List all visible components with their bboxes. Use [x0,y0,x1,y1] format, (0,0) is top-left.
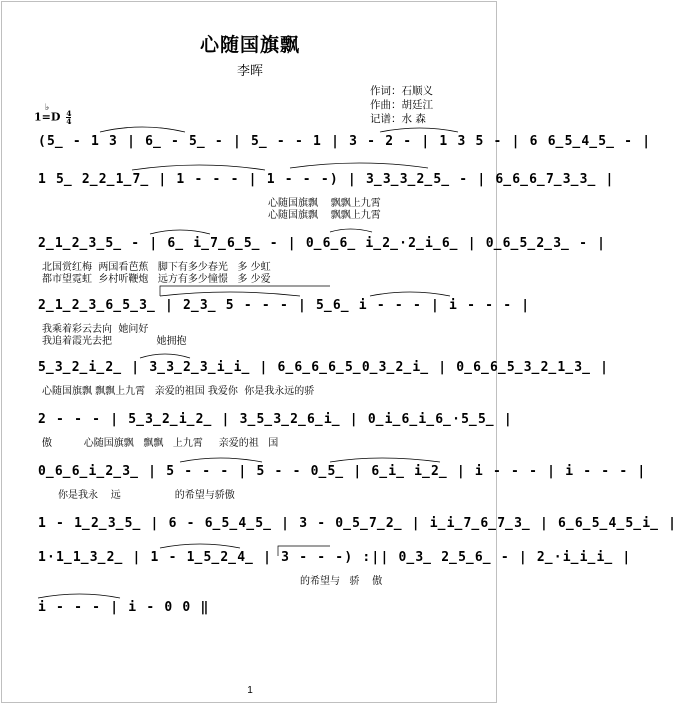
transcriber-credit: 记谱：水 森 [370,113,426,125]
key-label: 1=D [34,110,61,124]
lyric-line-7: 你是我永 远 的希望与骄傲 [58,490,235,501]
lyric-line-9: 的希望与 骄 傲 [300,576,383,587]
lyricist-credit: 作词：石顺义 [370,85,433,97]
notation-line-1: (5̲ - 1 3 | 6̲ - 5̲ - | 5̲ - - 1 | 3 - 2 - | 1 3 5 - | 6 6̲5̲4̲5̲ - | [38,134,652,149]
notation-line-2: 1 5̲ 2̲2̲1̲7̲ | 1 - - - | 1 - - -) | 3̲3̲3̲2̲5̲ - | 6̲6̲6̲7̲3̲3̲ | [38,172,615,187]
notation-line-6: 2 - - - | 5̲3̲2̲i̲2̲ | 3̲5̲3̲2̲6̲i̲ | 0̲i̲6̲i̲6̲·5̲5̲ | [38,412,513,427]
lyric-line-2a: 心随国旗飘 飘飘上九霄 [268,198,381,209]
notation-line-10: i - - - | i - 0 0 ‖ [38,600,210,615]
time-signature-top: 4 [66,109,72,118]
key-signature [34,103,72,126]
time-signature [66,110,71,125]
lyric-line-6: 傲 心随国旗飘 飘飘 上九霄 亲爱的祖 国 [42,438,279,449]
lyric-line-5: 心随国旗飘 飘飘上九霄 亲爱的祖国 我爱你 你是我永远的骄 [42,386,315,397]
notation-line-4: 2̲1̲2̲3̲6̲5̲3̲ | 2̲3̲ 5 - - - | 5̲6̲ i - - - | i - - - | [38,298,531,313]
page-number: 1 [247,685,253,696]
notation-line-5: 5̲3̲2̲i̲2̲ | 3̲3̲2̲3̲i̲i̲ | 6̲6̲6̲6̲5̲0̲3̲2̲i̲ | 0̲6̲6̲5̲3̲2̲1̲3̲ | [38,360,610,375]
lyric-line-4b: 我追着霞光去把 她拥抱 [42,336,187,347]
lyric-line-4a: 我乘着彩云去向 她问好 [42,324,149,335]
notation-line-7: 0̲6̲6̲i̲2̲3̲ | 5 - - - | 5 - - 0̲5̲ | 6̲i̲ i̲2̲ | i - - - | i - - - | [38,464,647,479]
lyric-line-3b: 都市望霓虹 乡村听鞭炮 远方有多少憧憬 多 少爱 [42,274,271,285]
lyric-line-3a: 北国赏红梅 两国看芭蕉 脚下有多少春光 多 少虹 [42,262,271,273]
flat-mark: ♭ [45,103,50,113]
notation-line-9: 1·1̲1̲3̲2̲ | 1 - 1̲5̲2̲4̲ | 3 - - -) :|| 0̲3̲ 2̲5̲6̲ - | 2̲·i̲i̲i̲ | [38,550,632,565]
lyric-line-2b: 心随国旗飘 飘飘上九霄 [268,210,381,221]
notation-line-8: 1 - 1̲2̲3̲5̲ | 6 - 6̲5̲4̲5̲ | 3 - 0̲5̲7̲2̲ | i̲i̲7̲6̲7̲3̲ | 6̲6̲5̲4̲5̲i̲ | [38,516,677,531]
time-signature-bottom: 4 [66,117,72,126]
composer-credit: 作曲：胡廷江 [370,99,433,111]
singer-name: 李晖 [236,64,263,79]
notation-line-3: 2̲1̲2̲3̲5̲ - | 6̲ i̲7̲6̲5̲ - | 0̲6̲6̲ i̲2̲·2̲i̲6̲ | 0̲6̲5̲2̲3̲ - | [38,236,607,251]
song-title: 心随国旗飘 [199,34,300,56]
